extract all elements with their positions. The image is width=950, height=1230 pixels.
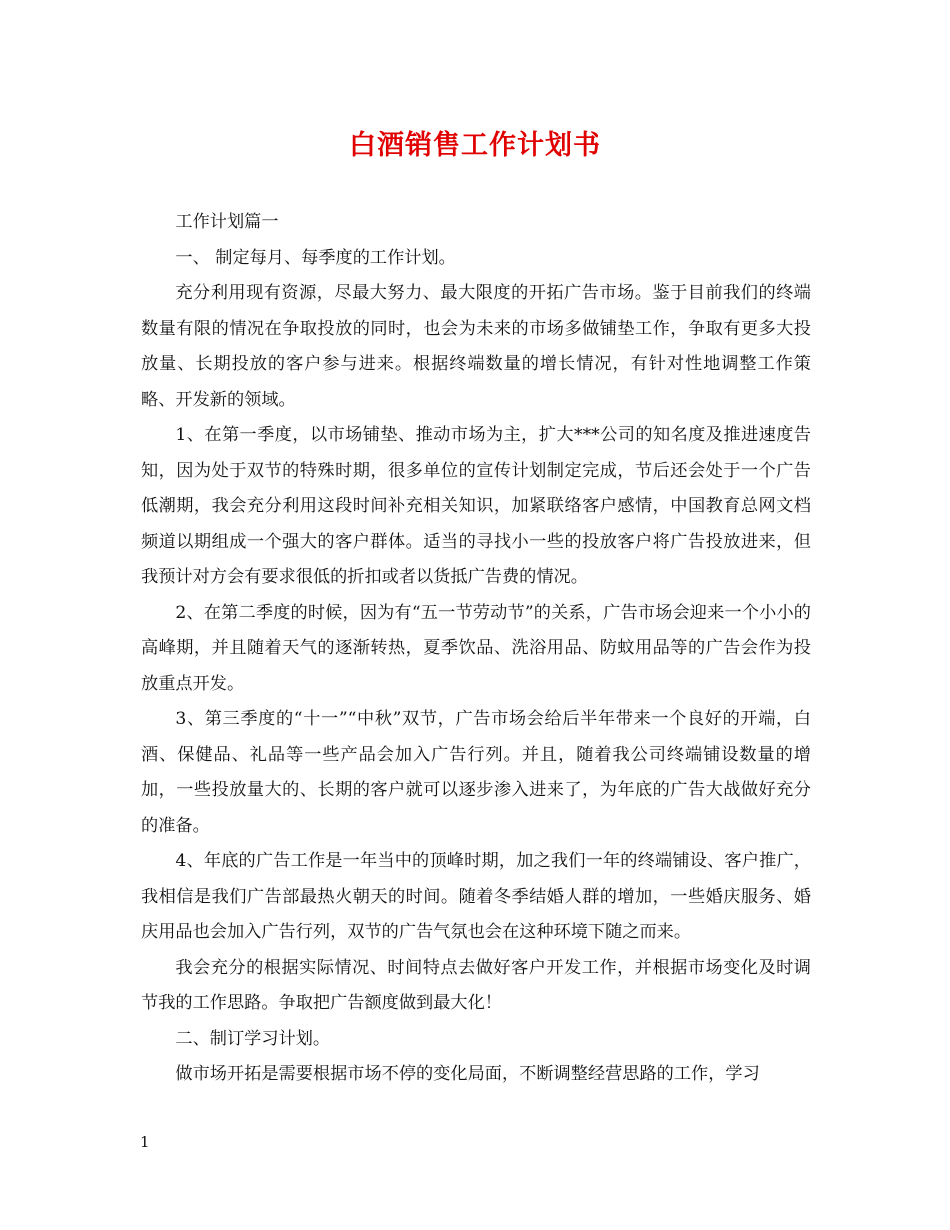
paragraph-customer-development: 我会充分的根据实际情况、时间特点去做好客户开发工作，并根据市场变化及时调节我的工作思路。争取把广告额度做到最大化！: [141, 957, 811, 1013]
document-body: [141, 205, 811, 1093]
paragraph-market-development: 做市场开拓是需要根据市场不停的变化局面，不断调整经营思路的工作，学习: [175, 1064, 760, 1084]
section-heading-plan-one: 工作计划篇一: [175, 212, 279, 232]
paragraph-second-quarter: 2、在第二季度的时候，因为有“五一节劳动节”的关系，广告市场会迎来一个小小的高峰期，并且随着天气的逐渐转热，夏季饮品、洗浴用品、防蚊用品等的广告会作为投放重点开发。: [141, 602, 811, 694]
page-number: 1: [140, 1133, 150, 1151]
document-title: 白酒销售工作计划书: [349, 130, 601, 161]
heading-monthly-quarterly-plan: 一、 制定每月、每季度的工作计划。: [175, 247, 456, 268]
heading-study-plan: 二、制订学习计划。: [175, 1028, 331, 1049]
paragraph-third-quarter: 3、第三季度的“十一”“中秋”双节，广告市场会给后半年带来一个良好的开端，白酒、保健品、礼品等一些产品会加入广告行列。并且，随着我公司终端铺设数量的增加，一些投放量大的、长期的客户就可以逐步渗入进来了，为年底的广告大战做好充分的准备。: [141, 709, 811, 836]
paragraph-first-quarter: 1、在第一季度，以市场铺垫、推动市场为主，扩大***公司的知名度及推进速度告知，因为处于双节的特殊时期，很多单位的宣传计划制定完成，节后还会处于一个广告低潮期，我会充分利用这段时间补充相关知识，加紧联络客户感情，中国教育总网文档频道以期组成一个强大的客户群体。适当的寻找小一些的投放客户将广告投放进来，但我预计对方会有要求很低的折扣或者以货抵广告费的情况。: [141, 425, 811, 587]
paragraph-year-end: 4、年底的广告工作是一年当中的顶峰时期，加之我们一年的终端铺设、客户推广，我相信是我们广告部最热火朝天的时间。随着冬季结婚人群的增加，一些婚庆服务、婚庆用品也会加入广告行列，双节的广告气氛也会在这种环境下随之而来。: [141, 851, 811, 942]
paragraph-resources: 充分利用现有资源，尽最大努力、最大限度的开拓广告市场。鉴于目前我们的终端数量有限的情况在争取投放的同时，也会为未来的市场多做铺垫工作，争取有更多大投放量、长期投放的客户参与进来。根据终端数量的增长情况，有针对性地调整工作策略、开发新的领域。: [141, 283, 811, 410]
